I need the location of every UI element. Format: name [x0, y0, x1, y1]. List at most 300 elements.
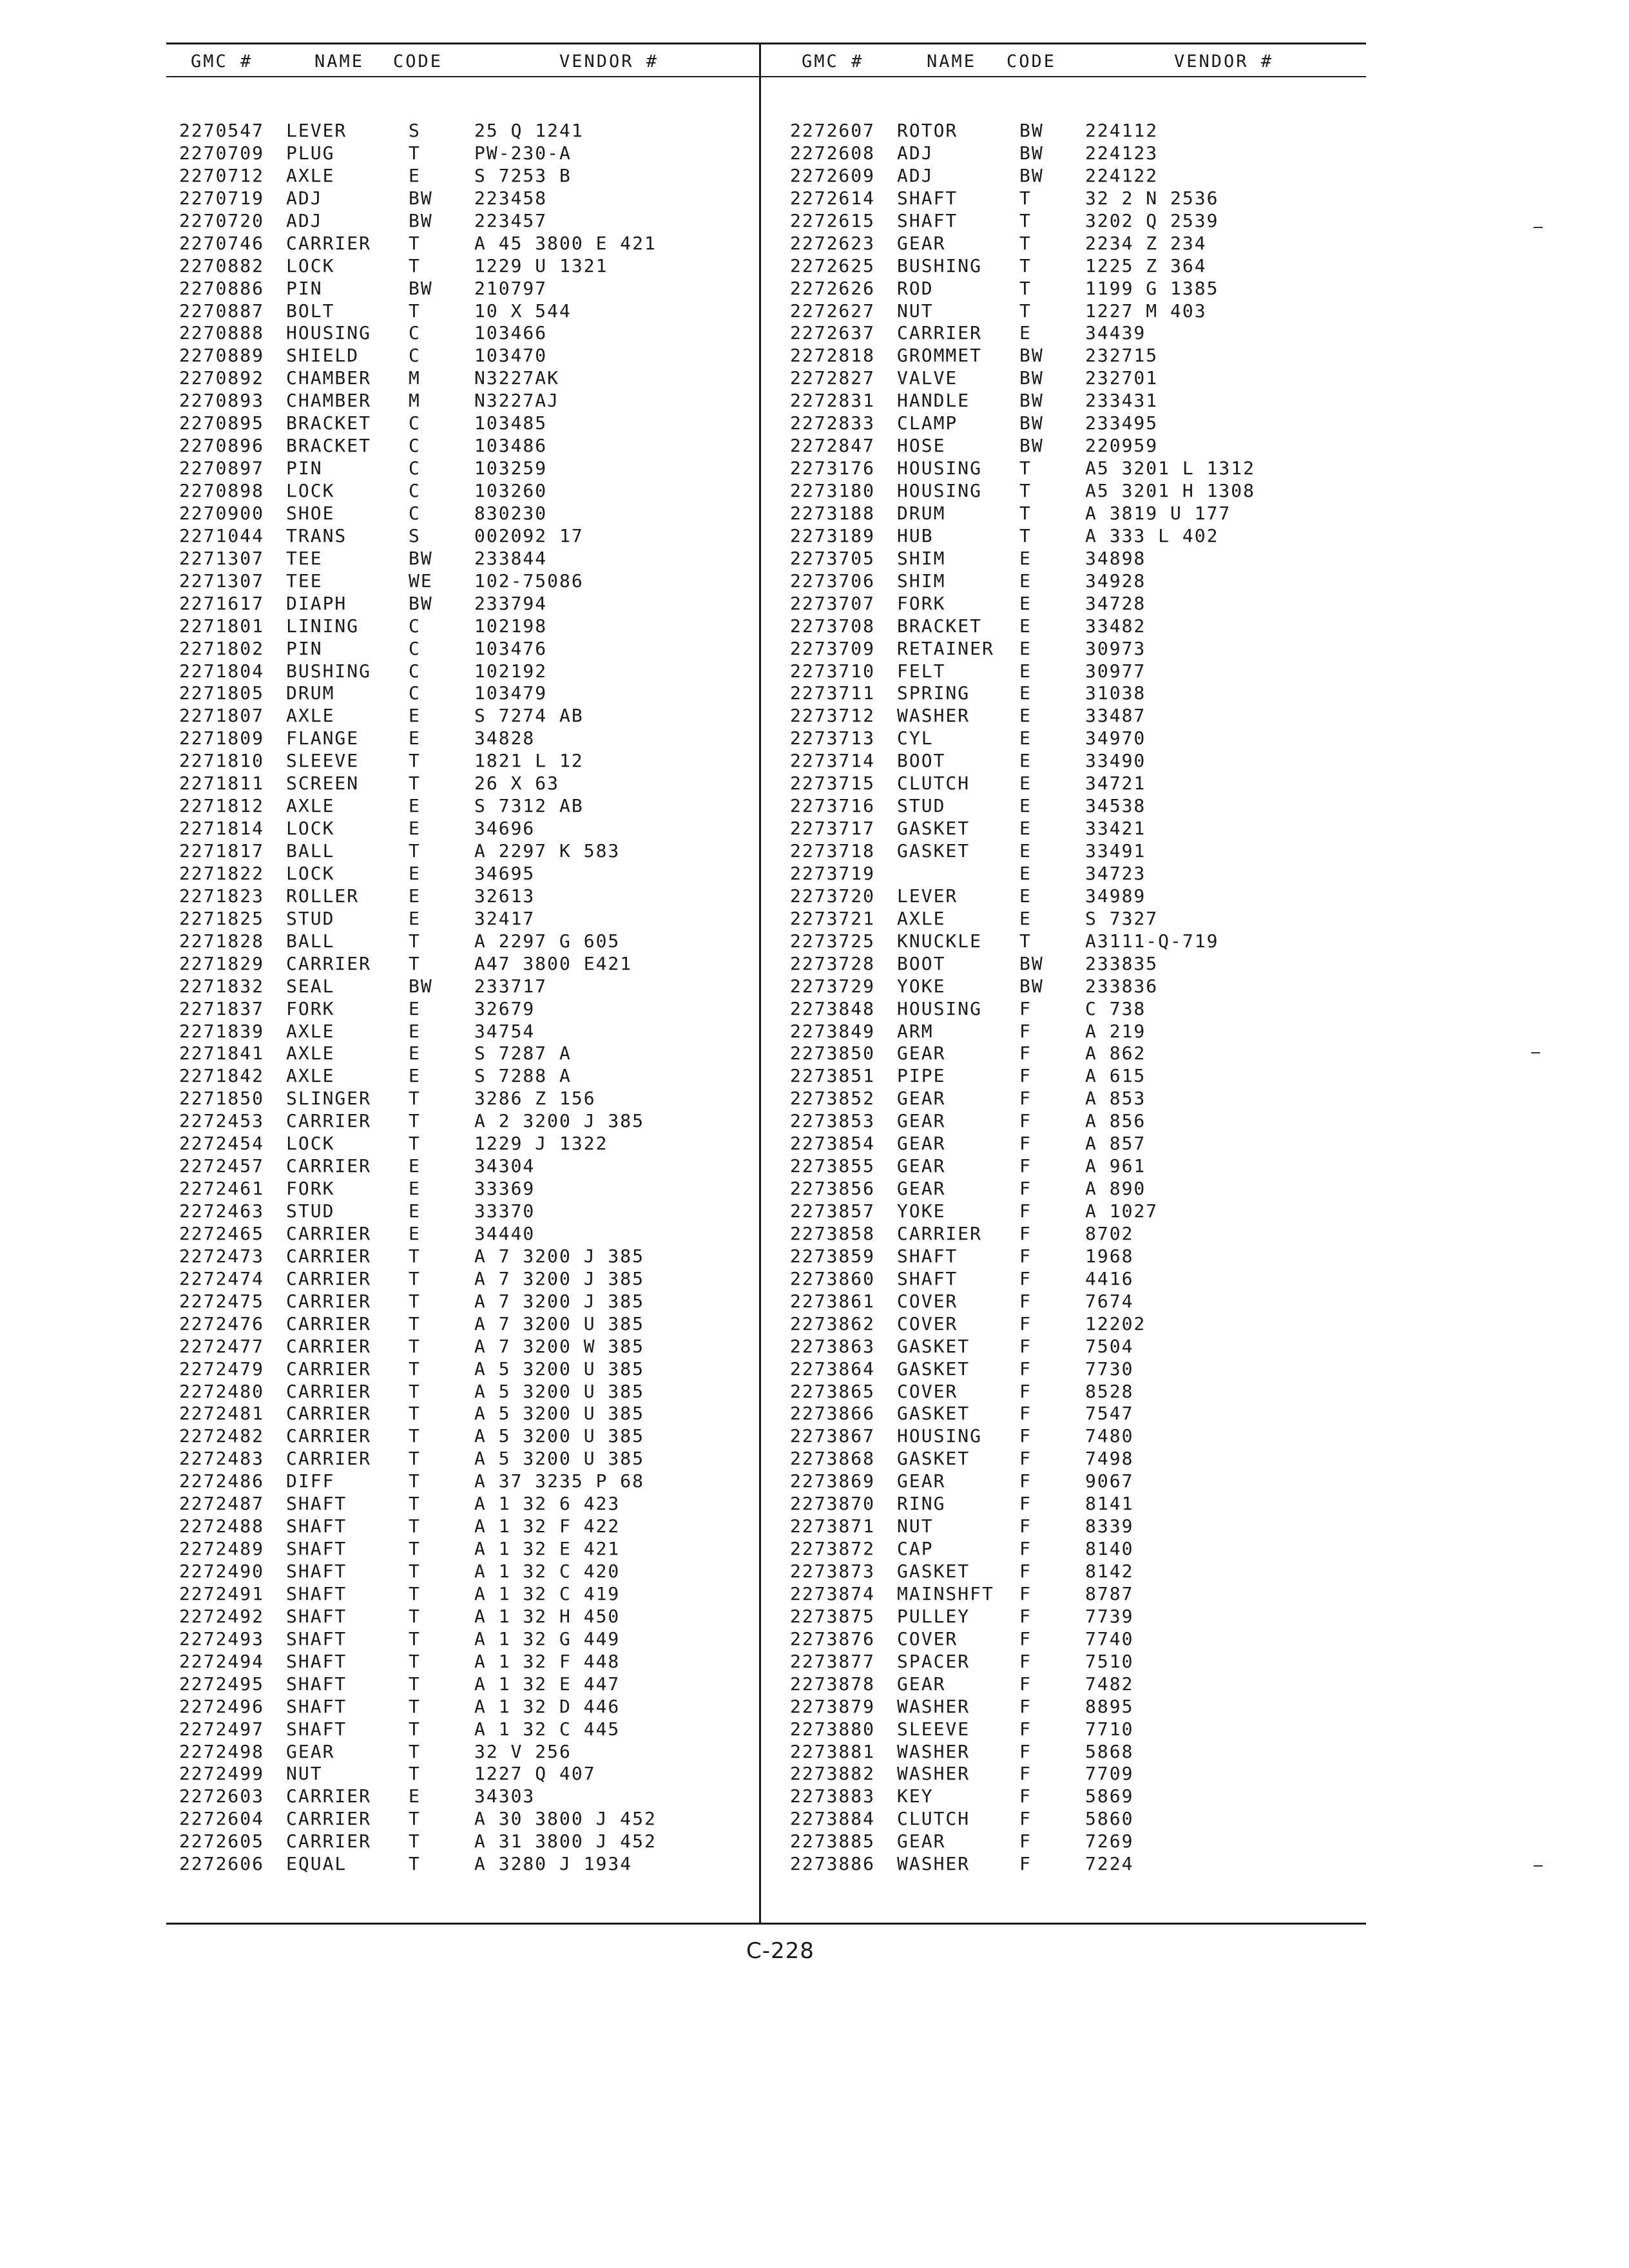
vendor-number: 103486 [474, 435, 548, 457]
vendor-code: F [1019, 1763, 1032, 1785]
vendor-code: T [409, 255, 421, 276]
gmc-number: 2273713 [790, 727, 876, 749]
part-name: DRUM [897, 502, 946, 524]
gmc-number: 2272489 [179, 1538, 265, 1560]
margin-mark [1534, 1865, 1543, 1867]
parts-row [790, 908, 1422, 930]
gmc-number: 2272475 [179, 1290, 265, 1312]
gmc-number: 2272494 [179, 1650, 265, 1672]
vendor-number: 32 V 256 [474, 1740, 572, 1762]
gmc-number: 2271817 [179, 840, 265, 861]
vendor-code: F [1019, 1628, 1032, 1649]
vendor-number: 233835 [1085, 952, 1159, 974]
vendor-number: 34439 [1085, 322, 1146, 344]
part-name: CARRIER [286, 1448, 372, 1470]
parts-row [790, 142, 1422, 165]
vendor-code: F [1019, 1358, 1032, 1379]
part-name: SHAFT [286, 1561, 347, 1582]
gmc-number: 2273712 [790, 705, 876, 727]
vendor-code: BW [1019, 975, 1044, 997]
gmc-number: 2271822 [179, 862, 265, 884]
part-name: CLAMP [897, 412, 958, 434]
part-name: SPACER [897, 1650, 970, 1672]
part-name: GEAR [897, 1088, 946, 1110]
vendor-number: A 5 3200 U 385 [474, 1425, 645, 1447]
parts-row [790, 1628, 1422, 1651]
vendor-number: 1968 [1085, 1245, 1134, 1267]
vendor-code: F [1019, 1582, 1032, 1604]
vendor-number: 33490 [1085, 750, 1146, 772]
gmc-number: 2273189 [790, 524, 876, 546]
part-name: NUT [897, 300, 934, 322]
parts-row [179, 1223, 811, 1245]
vendor-number: 1227 M 403 [1085, 300, 1207, 322]
parts-row [790, 1448, 1422, 1470]
vendor-number: 102198 [474, 615, 548, 637]
gmc-number: 2271307 [179, 547, 265, 569]
part-name: GASKET [897, 818, 970, 840]
vendor-number: A 1 32 6 423 [474, 1493, 621, 1515]
parts-row [179, 1808, 811, 1831]
vendor-number: A 1 32 C 420 [474, 1561, 621, 1582]
parts-row [179, 367, 811, 390]
vendor-number: 32613 [474, 885, 535, 907]
part-name: LOCK [286, 480, 335, 501]
parts-row [179, 1561, 811, 1583]
gmc-number: 2272479 [179, 1358, 265, 1379]
vendor-number: A 7 3200 W 385 [474, 1335, 645, 1357]
vendor-code: T [409, 1561, 421, 1582]
gmc-number: 2271837 [179, 997, 265, 1019]
gmc-number: 2271842 [179, 1065, 265, 1087]
parts-row [790, 1178, 1422, 1200]
parts-row [179, 885, 811, 908]
vendor-code: BW [1019, 120, 1044, 141]
part-name: GASKET [897, 1335, 970, 1357]
part-name: SHAFT [286, 1673, 347, 1695]
vendor-number: A 7 3200 J 385 [474, 1245, 645, 1267]
vendor-number: S 7327 [1085, 907, 1159, 929]
gmc-number: 2272493 [179, 1628, 265, 1649]
header-name: NAME [314, 52, 365, 72]
gmc-number: 2270720 [179, 209, 265, 231]
gmc-number: 2270900 [179, 502, 265, 524]
vendor-code: T [409, 1695, 421, 1717]
vendor-number: 102192 [474, 660, 548, 682]
parts-row [179, 300, 811, 323]
gmc-number: 2270888 [179, 322, 265, 344]
vendor-code: E [1019, 818, 1032, 840]
vendor-number: A 5 3200 U 385 [474, 1358, 645, 1379]
parts-row [790, 367, 1422, 390]
vendor-number: 8142 [1085, 1561, 1134, 1582]
part-name: HUB [897, 524, 934, 546]
gmc-number: 2272626 [790, 277, 876, 299]
parts-row [179, 278, 811, 300]
vendor-code: T [409, 1582, 421, 1604]
vendor-code: F [1019, 1133, 1032, 1155]
part-name: SHAFT [897, 209, 958, 231]
gmc-number: 2273878 [790, 1673, 876, 1695]
vendor-number: 31038 [1085, 682, 1146, 704]
vendor-code: C [409, 682, 421, 704]
vendor-code: WE [409, 570, 433, 591]
vendor-code: BW [1019, 390, 1044, 412]
part-name: CARRIER [286, 1267, 372, 1289]
vendor-code: E [409, 795, 421, 817]
vendor-code: F [1019, 1673, 1032, 1695]
gmc-number: 2273865 [790, 1380, 876, 1402]
gmc-number: 2273875 [790, 1605, 876, 1627]
parts-row [179, 345, 811, 367]
vendor-code: E [1019, 840, 1032, 861]
part-name: CAP [897, 1538, 934, 1560]
gmc-number: 2272491 [179, 1582, 265, 1604]
vendor-number: 34728 [1085, 592, 1146, 614]
part-name: GEAR [897, 1043, 946, 1064]
parts-row [790, 1606, 1422, 1628]
vendor-code: T [409, 1335, 421, 1357]
vendor-code: M [409, 390, 421, 412]
gmc-number: 2273176 [790, 457, 876, 479]
gmc-number: 2270746 [179, 232, 265, 254]
parts-row [179, 210, 811, 233]
parts-row [790, 885, 1422, 908]
gmc-number: 2272608 [790, 142, 876, 164]
vendor-number: 30973 [1085, 637, 1146, 659]
parts-row [790, 390, 1422, 412]
vendor-number: 7269 [1085, 1831, 1134, 1852]
gmc-number: 2271812 [179, 795, 265, 817]
part-name: COVER [897, 1290, 958, 1312]
part-name: TEE [286, 547, 323, 569]
gmc-number: 2271823 [179, 885, 265, 907]
parts-row [179, 503, 811, 525]
part-name: ADJ [897, 164, 934, 186]
part-name: SHAFT [286, 1650, 347, 1672]
part-name: CYL [897, 727, 934, 749]
parts-row [790, 1808, 1422, 1831]
vendor-code: S [409, 524, 421, 546]
gmc-number: 2273886 [790, 1853, 876, 1875]
vendor-number: A 7 3200 J 385 [474, 1267, 645, 1289]
parts-row [179, 1358, 811, 1381]
vendor-code: E [1019, 705, 1032, 727]
gmc-number: 2272474 [179, 1267, 265, 1289]
gmc-number: 2273709 [790, 637, 876, 659]
part-name: CARRIER [286, 1222, 372, 1244]
vendor-code: F [1019, 1718, 1032, 1740]
gmc-number: 2273882 [790, 1763, 876, 1785]
vendor-number: 32 2 N 2536 [1085, 187, 1219, 209]
vendor-number: 8339 [1085, 1515, 1134, 1537]
part-name: CARRIER [286, 1808, 372, 1830]
parts-row [790, 255, 1422, 278]
vendor-code: E [409, 1222, 421, 1244]
vendor-code: E [1019, 547, 1032, 569]
parts-row [179, 1268, 811, 1291]
parts-row [790, 1425, 1422, 1448]
parts-row [179, 660, 811, 683]
parts-row [179, 750, 811, 773]
part-name: PIN [286, 277, 323, 299]
parts-row [790, 233, 1422, 255]
vendor-code: E [409, 1200, 421, 1222]
gmc-number: 2273711 [790, 682, 876, 704]
part-name: NUT [897, 1515, 934, 1537]
vendor-number: 1821 L 12 [474, 750, 584, 772]
gmc-number: 2272453 [179, 1110, 265, 1132]
gmc-number: 2272847 [790, 435, 876, 457]
vendor-code: T [1019, 524, 1032, 546]
gmc-number: 2273874 [790, 1582, 876, 1604]
gmc-number: 2272465 [179, 1222, 265, 1244]
gmc-number: 2271850 [179, 1088, 265, 1110]
vendor-code: F [1019, 1561, 1032, 1582]
parts-row [179, 1065, 811, 1088]
parts-row [790, 998, 1422, 1021]
vendor-code: F [1019, 1088, 1032, 1110]
vendor-number: 103485 [474, 412, 548, 434]
part-name: LOCK [286, 1133, 335, 1155]
vendor-code: E [409, 997, 421, 1019]
vendor-code: BW [1019, 435, 1044, 457]
gmc-number: 2272831 [790, 390, 876, 412]
gmc-number: 2270892 [179, 367, 265, 389]
vendor-code: E [1019, 795, 1032, 817]
vendor-number: 002092 17 [474, 524, 584, 546]
parts-row [790, 727, 1422, 750]
part-name: CARRIER [286, 232, 372, 254]
parts-row [179, 548, 811, 570]
gmc-number: 2270547 [179, 120, 265, 141]
vendor-code: F [1019, 1290, 1032, 1312]
part-name: COVER [897, 1628, 958, 1649]
parts-row [179, 1425, 811, 1448]
vendor-code: T [409, 1763, 421, 1785]
top-rule [166, 43, 1366, 44]
vendor-number: S 7312 AB [474, 795, 584, 817]
parts-row [179, 570, 811, 593]
part-name: YOKE [897, 975, 946, 997]
vendor-code: T [409, 1245, 421, 1267]
gmc-number: 2273850 [790, 1043, 876, 1064]
part-name: GASKET [897, 840, 970, 861]
gmc-number: 2272457 [179, 1155, 265, 1177]
vendor-number: 7482 [1085, 1673, 1134, 1695]
vendor-number: 1199 G 1385 [1085, 277, 1219, 299]
parts-row [790, 750, 1422, 773]
part-name: SHAFT [286, 1538, 347, 1560]
gmc-number: 2273721 [790, 907, 876, 929]
vendor-code: T [409, 1425, 421, 1447]
parts-row [179, 1448, 811, 1470]
parts-row [790, 165, 1422, 187]
part-name: GEAR [897, 1133, 946, 1155]
parts-row [790, 1268, 1422, 1291]
vendor-code: BW [409, 209, 433, 231]
vendor-number: 7709 [1085, 1763, 1134, 1785]
part-name: GEAR [897, 232, 946, 254]
vendor-number: 232715 [1085, 345, 1159, 367]
parts-row [179, 930, 811, 953]
vendor-code: T [1019, 187, 1032, 209]
vendor-code: E [409, 1155, 421, 1177]
vendor-number: 34989 [1085, 885, 1146, 907]
vendor-code: T [409, 300, 421, 322]
part-name: SHAFT [286, 1718, 347, 1740]
part-name: SHOE [286, 502, 335, 524]
gmc-number: 2271805 [179, 682, 265, 704]
vendor-code: T [1019, 480, 1032, 501]
part-name: LINING [286, 615, 360, 637]
parts-row [179, 1043, 811, 1065]
vendor-number: 34538 [1085, 795, 1146, 817]
parts-row [179, 1200, 811, 1223]
header-rule [166, 76, 1366, 77]
vendor-code: T [409, 952, 421, 974]
vendor-number: 7674 [1085, 1290, 1134, 1312]
parts-row [790, 1785, 1422, 1808]
parts-row [790, 1088, 1422, 1110]
parts-row [179, 1336, 811, 1358]
parts-row [179, 1785, 811, 1808]
vendor-number: 233495 [1085, 412, 1159, 434]
gmc-number: 2273868 [790, 1448, 876, 1470]
part-name: PLUG [286, 142, 335, 164]
part-name: FLANGE [286, 727, 360, 749]
gmc-number: 2273884 [790, 1808, 876, 1830]
vendor-code: T [409, 1290, 421, 1312]
vendor-code: T [409, 1650, 421, 1672]
part-name: RETAINER [897, 637, 994, 659]
vendor-number: 224123 [1085, 142, 1159, 164]
vendor-number: 233794 [474, 592, 548, 614]
vendor-number: 33369 [474, 1178, 535, 1200]
bottom-rule [166, 1923, 1366, 1925]
parts-row [790, 615, 1422, 638]
vendor-code: F [1019, 1853, 1032, 1875]
part-name: TRANS [286, 524, 347, 546]
parts-row [790, 525, 1422, 548]
parts-row [790, 1561, 1422, 1583]
part-name: ADJ [286, 209, 323, 231]
parts-row [790, 1223, 1422, 1245]
vendor-number: 33491 [1085, 840, 1146, 861]
vendor-code: F [1019, 1245, 1032, 1267]
vendor-number: 30977 [1085, 660, 1146, 682]
gmc-number: 2273705 [790, 547, 876, 569]
parts-row [790, 1853, 1422, 1876]
gmc-number: 2273718 [790, 840, 876, 861]
vendor-number: 210797 [474, 277, 548, 299]
vendor-number: 34440 [474, 1222, 535, 1244]
part-name: STUD [286, 1200, 335, 1222]
parts-row [179, 1741, 811, 1763]
vendor-code: F [1019, 1785, 1032, 1807]
vendor-code: F [1019, 1335, 1032, 1357]
parts-row [790, 863, 1422, 885]
vendor-code: E [1019, 592, 1032, 614]
parts-row [179, 1493, 811, 1515]
vendor-number: N3227AJ [474, 390, 560, 412]
part-name: CARRIER [286, 1380, 372, 1402]
vendor-code: F [1019, 1808, 1032, 1830]
part-name: WASHER [897, 1740, 970, 1762]
part-name: CARRIER [286, 1335, 372, 1357]
parts-row [179, 1178, 811, 1200]
parts-row [179, 412, 811, 435]
vendor-code: BW [1019, 412, 1044, 434]
vendor-code: T [409, 1448, 421, 1470]
part-name: HOUSING [897, 457, 983, 479]
parts-row [790, 1583, 1422, 1606]
gmc-number: 2272476 [179, 1312, 265, 1334]
parts-row [179, 1470, 811, 1493]
parts-row [790, 660, 1422, 683]
part-name: HOUSING [897, 1425, 983, 1447]
vendor-code: T [409, 1358, 421, 1379]
vendor-number: A 3280 J 1934 [474, 1853, 633, 1875]
part-name: CARRIER [286, 1245, 372, 1267]
part-name: NUT [286, 1763, 323, 1785]
vendor-number: 33482 [1085, 615, 1146, 637]
part-name: CARRIER [286, 1110, 372, 1132]
part-name: CARRIER [286, 1290, 372, 1312]
vendor-number: A 5 3200 U 385 [474, 1403, 645, 1425]
parts-row [790, 1515, 1422, 1538]
vendor-number: 26 X 63 [474, 773, 560, 794]
gmc-number: 2272499 [179, 1763, 265, 1785]
gmc-number: 2271809 [179, 727, 265, 749]
vendor-code: T [409, 1470, 421, 1492]
parts-row [790, 480, 1422, 503]
vendor-number: 7510 [1085, 1650, 1134, 1672]
part-name: CARRIER [286, 1358, 372, 1379]
part-name: SLINGER [286, 1088, 372, 1110]
parts-row [790, 638, 1422, 660]
gmc-number: 2270889 [179, 345, 265, 367]
parts-row [790, 187, 1422, 210]
vendor-number: 7224 [1085, 1853, 1134, 1875]
vendor-number: 1229 U 1321 [474, 255, 608, 276]
vendor-number: 1227 Q 407 [474, 1763, 596, 1785]
vendor-code: T [409, 1628, 421, 1649]
part-name: SLEEVE [897, 1718, 970, 1740]
part-name: CARRIER [897, 322, 983, 344]
vendor-code: T [409, 1403, 421, 1425]
part-name: CARRIER [286, 1831, 372, 1852]
header-vendor: VENDOR # [559, 52, 659, 72]
gmc-number: 2271617 [179, 592, 265, 614]
parts-row [179, 953, 811, 975]
vendor-number: 102-75086 [474, 570, 584, 591]
part-name: HANDLE [897, 390, 970, 412]
parts-row [790, 435, 1422, 457]
gmc-number: 2273725 [790, 930, 876, 952]
gmc-number: 2273855 [790, 1155, 876, 1177]
part-name: BALL [286, 840, 335, 861]
gmc-number: 2271801 [179, 615, 265, 637]
header-code: CODE [393, 52, 443, 72]
gmc-number: 2273862 [790, 1312, 876, 1334]
part-name: GEAR [897, 1110, 946, 1132]
gmc-number: 2270897 [179, 457, 265, 479]
part-name: HOUSING [286, 322, 372, 344]
parts-row [790, 1313, 1422, 1336]
gmc-number: 2271804 [179, 660, 265, 682]
vendor-number: A 5 3200 U 385 [474, 1448, 645, 1470]
